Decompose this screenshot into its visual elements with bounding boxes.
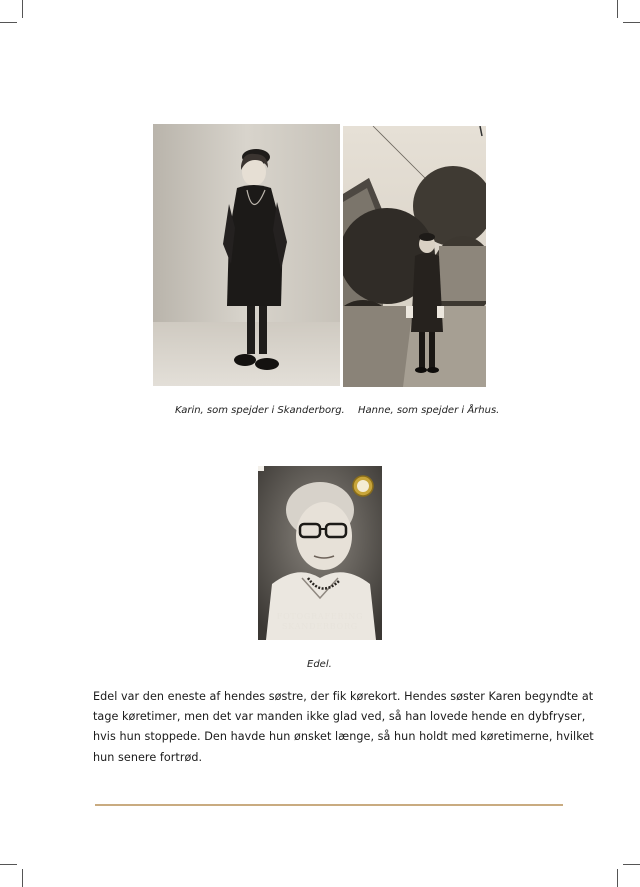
- crop-mark: [623, 22, 640, 23]
- paragraph-line: hun senere fortrød.: [93, 750, 203, 764]
- stamp-line-1: FOTOGRAFERING: [276, 612, 364, 621]
- footer-rule: [95, 804, 563, 806]
- crop-mark: [22, 0, 23, 18]
- crop-mark: [22, 869, 23, 887]
- paragraph-line: Edel var den eneste af hendes søstre, der fik kørekort. Hendes søster Karen begyndte at: [93, 690, 594, 703]
- paragraph-line: hvis hun stoppede. Den havde hun ønsket længe, så hun holdt med køretimerne, hvilket: [93, 730, 594, 744]
- caption-karin: Karin, som spejder i Skanderborg.: [175, 405, 345, 416]
- stamp-line-2: SKANDERBORG: [282, 622, 358, 631]
- photo-edel: [258, 466, 382, 640]
- paragraph-line: tage køretimer, men det var manden ikke glad ved, så han lovede hende en dybfryser,: [93, 710, 586, 724]
- crop-mark: [617, 0, 618, 18]
- photo-stamp: [262, 612, 378, 632]
- photo-karin: [153, 124, 340, 386]
- crop-mark: [623, 864, 640, 865]
- body-paragraph: [93, 687, 594, 768]
- crop-mark: [0, 22, 17, 23]
- caption-hanne: Hanne, som spejder i Århus.: [358, 405, 500, 416]
- crop-mark: [0, 864, 17, 865]
- caption-edel: Edel.: [307, 659, 332, 670]
- crop-mark: [617, 869, 618, 887]
- photo-hanne: [343, 126, 486, 387]
